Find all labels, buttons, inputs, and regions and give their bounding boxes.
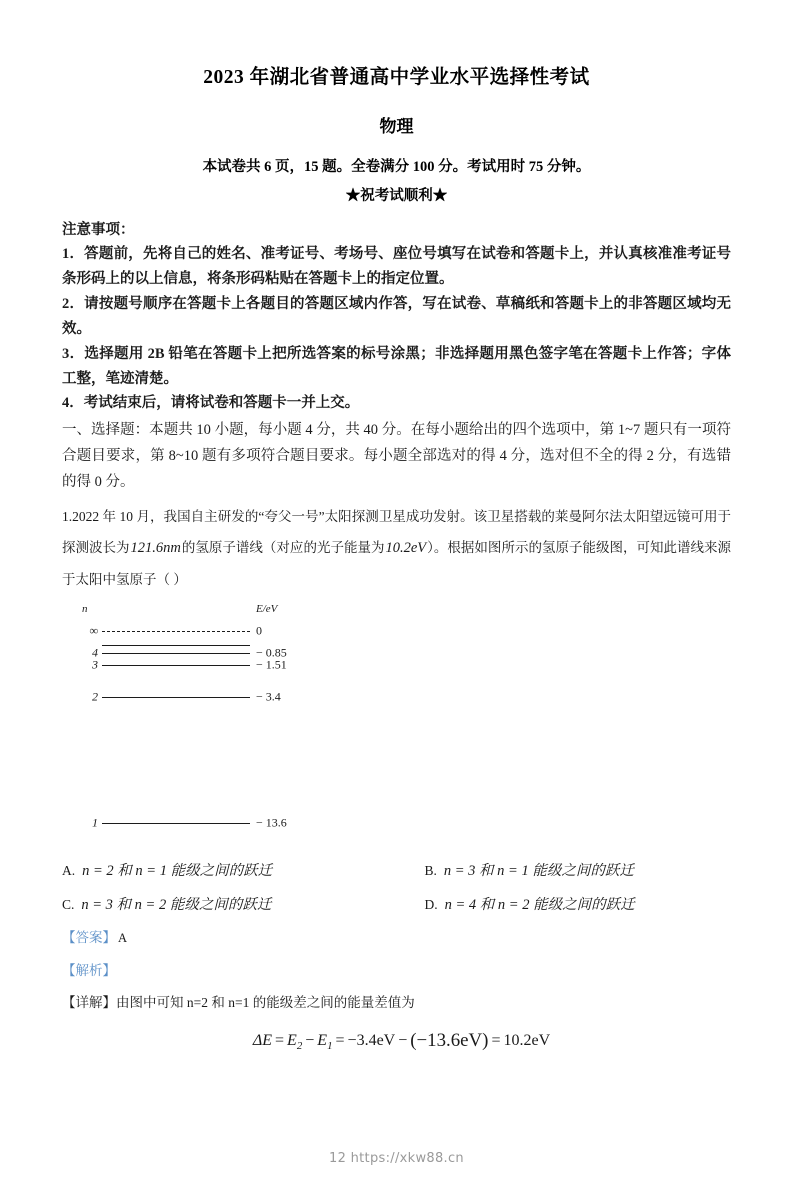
option-d[interactable]	[397, 888, 732, 922]
formula-value-1: −3.4eV	[347, 1032, 396, 1050]
paper-meta: 本试卷共 6 页，15 题。全卷满分 100 分。考试用时 75 分钟。	[202, 159, 591, 176]
detail-tag: 【详解】	[62, 995, 116, 1011]
subject-title: 物理	[379, 117, 414, 137]
detail-line	[62, 987, 731, 1019]
option-c-letter: C.	[62, 897, 75, 913]
formula-term-2-sub: 1	[327, 1040, 333, 1053]
analysis-line	[62, 955, 731, 987]
question-text-part-1: 2022 年 10 月，我国自主研发的“夸父一号”太阳探测卫星成功发射。该卫星搭载的莱曼阿尔法太阳望远镜可用于探测波长为	[62, 508, 731, 556]
hydrogen-energy-level-diagram	[74, 601, 309, 846]
level-energy-3: − 1.51	[256, 657, 287, 672]
answer-tag: 【答案】	[62, 930, 116, 946]
option-c-text: n = 3 和 n = 2 能级之间的跃迁	[81, 897, 272, 914]
option-a[interactable]	[62, 854, 397, 888]
question-text-part-3: ）。根据如图所示的氢原子能级图，可知此谱线来源于太阳中氢原子（ ）	[62, 540, 732, 587]
notice-heading: 注意事项：	[62, 222, 135, 239]
notice-item-2: 2．请按题号顺序在答题卡上各题目的答题区域内作答，写在试卷、草稿纸和答题卡上的非答题区域均无效。	[62, 295, 731, 337]
level-energy-4: − 0.85	[256, 645, 287, 660]
level-label-4: 4	[92, 645, 98, 660]
answer-line	[62, 922, 731, 954]
level-label-1: 1	[92, 815, 98, 830]
notice-item-4: 4．考试结束后，请将试卷和答题卡一并上交。	[62, 395, 360, 412]
level-label-infinity: ∞	[89, 623, 98, 638]
level-line-3	[102, 665, 250, 666]
energy-axis-label: E/eV	[256, 603, 278, 616]
option-b[interactable]	[397, 854, 732, 888]
level-line-4	[102, 653, 250, 654]
formula-lhs: ΔE	[252, 1032, 273, 1050]
formula-op: −	[398, 1032, 408, 1050]
formula-term-2: E	[317, 1032, 328, 1050]
option-b-letter: B.	[424, 863, 437, 879]
level-line-2	[102, 697, 250, 698]
section-intro: 一、选择题：本题共 10 小题，每小题 4 分，共 40 分。在每小题给出的四个选项中，第 1~7 题只有一项符合题目要求，第 8~10 题有多项符合题目要求。每小题全部选对的得 4 分，选对但不全的得 2 分，有选错的得 0 分。	[62, 422, 731, 490]
wavelength-value: 121.6nm	[130, 540, 181, 557]
option-a-letter: A.	[62, 863, 76, 879]
question-1-options	[62, 854, 731, 922]
level-energy-infinity: 0	[256, 623, 262, 638]
option-d-text: n = 4 和 n = 2 能级之间的跃迁	[444, 897, 635, 914]
analysis-tag: 【解析】	[62, 962, 116, 978]
formula-result: 10.2eV	[503, 1032, 551, 1050]
energy-difference-formula	[62, 1029, 731, 1052]
level-energy-1: − 13.6	[256, 815, 287, 830]
formula-term-1: E	[287, 1032, 297, 1050]
formula-minus: −	[305, 1032, 315, 1050]
n-axis-label: n	[82, 603, 88, 616]
level-line-1	[102, 823, 250, 824]
option-a-text: n = 2 和 n = 1 能级之间的跃迁	[82, 863, 273, 880]
formula-eq-1: =	[275, 1032, 285, 1050]
question-text-part-2: 的氢原子谱线（对应的光子能量为	[181, 540, 385, 556]
formula-value-2: (−13.6eV)	[410, 1030, 489, 1052]
level-label-3: 3	[92, 657, 98, 672]
option-d-letter: D.	[424, 897, 438, 913]
footer-watermark: 12 https://xkw88.cn	[329, 1151, 464, 1166]
level-energy-2: − 3.4	[256, 689, 281, 704]
option-c[interactable]	[62, 888, 397, 922]
question-number: 1.	[62, 508, 73, 524]
option-row-cd	[62, 888, 731, 922]
notice-item-3: 3．选择题用 2B 铅笔在答题卡上把所选答案的标号涂黑；非选择题用黑色签字笔在答题卡上作答；字体工整，笔迹清楚。	[62, 345, 731, 387]
formula-term-1-sub: 2	[296, 1040, 303, 1053]
good-luck-line: ★祝考试顺利★	[345, 188, 448, 205]
option-row-ab	[62, 854, 731, 888]
level-line-5	[102, 645, 250, 646]
exam-paper-page	[0, 66, 793, 1188]
question-1-text	[62, 502, 731, 595]
photon-energy-value: 10.2eV	[385, 540, 427, 557]
answer-value: A	[118, 931, 128, 946]
page-title: 2023 年湖北省普通高中学业水平选择性考试	[203, 67, 590, 88]
level-line-infinity	[102, 631, 250, 632]
formula-eq-3: =	[491, 1032, 501, 1050]
notice-item-1: 1．答题前，先将自己的姓名、准考证号、考场号、座位号填写在试卷和答题卡上，并认真核准准考证号条形码上的以上信息，将条形码粘贴在答题卡上的指定位置。	[62, 245, 731, 287]
detail-text: 由图中可知 n=2 和 n=1 的能级差之间的能量差值为	[116, 995, 415, 1011]
option-b-text: n = 3 和 n = 1 能级之间的跃迁	[443, 863, 634, 880]
formula-eq-2: =	[335, 1032, 345, 1050]
level-label-2: 2	[92, 689, 98, 704]
